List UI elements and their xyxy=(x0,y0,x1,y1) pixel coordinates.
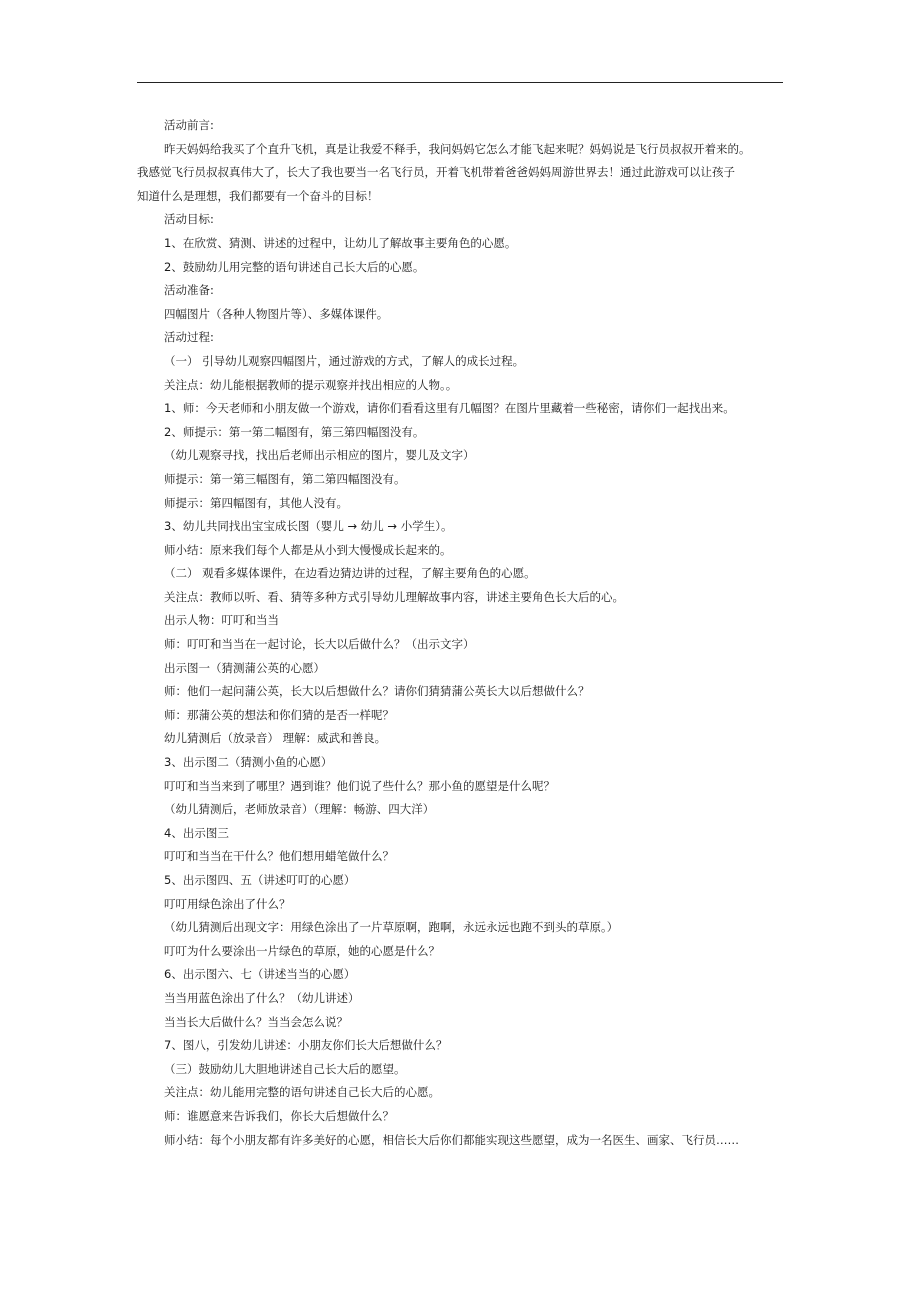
paragraph-line: 知道什么是理想，我们都要有一个奋斗的目标！ xyxy=(137,188,379,203)
header-rule xyxy=(137,82,783,83)
list-item: 1、在欣赏、猜测、讲述的过程中，让幼儿了解故事主要角色的心愿。 xyxy=(164,235,517,250)
list-item: 2、师提示：第一第二幅图有，第三第四幅图没有。 xyxy=(164,424,425,439)
paragraph-line: 师小结：原来我们每个人都是从小到大慢慢成长起来的。 xyxy=(164,542,452,557)
paragraph-line: 师提示：第一第三幅图有，第二第四幅图没有。 xyxy=(164,471,406,486)
document-body xyxy=(137,114,797,1152)
section-heading-preface: 活动前言: xyxy=(164,118,214,132)
list-item: 7、图八，引发幼儿讲述：小朋友你们长大后想做什么？ xyxy=(164,1038,448,1053)
paragraph-line: 出示图一（猜测蒲公英的心愿） xyxy=(164,660,325,675)
paragraph-line: 叮叮和当当在干什么？他们想用蜡笔做什么？ xyxy=(164,849,394,864)
paragraph-line: 当当用蓝色涂出了什么？（幼儿讲述） xyxy=(164,990,360,1005)
paragraph-line: 关注点：幼儿能用完整的语句讲述自己长大后的心愿。 xyxy=(164,1085,440,1100)
paragraph-line: 我感觉飞行员叔叔真伟大了，长大了我也要当一名飞行员，开着飞机带着爸爸妈妈周游世界去！通过此游戏可以让孩子 xyxy=(137,165,735,180)
section-heading-preparation: 活动准备: xyxy=(164,283,214,298)
paragraph-line: 师提示：第四幅图有，其他人没有。 xyxy=(164,495,348,510)
step-heading: （一） 引导幼儿观察四幅图片，通过游戏的方式，了解人的成长过程。 xyxy=(164,353,525,368)
list-item: 4、出示图三 xyxy=(164,825,229,840)
paragraph-line: 四幅图片（各种人物图片等）、多媒体课件。 xyxy=(164,306,389,321)
paragraph-line: 师：他们一起问蒲公英，长大以后想做什么？请你们猜猜蒲公英长大以后想做什么？ xyxy=(164,684,590,699)
paragraph-line: 叮叮和当当来到了哪里？遇到谁？他们说了些什么？那小鱼的愿望是什么呢？ xyxy=(164,778,555,793)
paragraph-line: （幼儿猜测后出现文字：用绿色涂出了一片草原啊，跑啊，永远永远也跑不到头的草原。） xyxy=(164,920,619,935)
paragraph-line: （幼儿观察寻找，找出后老师出示相应的图片，婴儿及文字） xyxy=(164,448,475,463)
step-heading: （三）鼓励幼儿大胆地讲述自己长大后的愿望。 xyxy=(164,1061,406,1076)
step-heading: （二） 观看多媒体课件，在边看边猜边讲的过程，了解主要角色的心愿。 xyxy=(164,566,536,581)
list-item: 3、幼儿共同找出宝宝成长图（婴儿 → 幼儿 → 小学生）。 xyxy=(164,519,453,534)
paragraph-line: 叮叮为什么要涂出一片绿色的草原，她的心愿是什么？ xyxy=(164,943,440,958)
paragraph-line: 师：叮叮和当当在一起讨论，长大以后做什么？（出示文字） xyxy=(164,637,475,652)
paragraph-line: 叮叮用绿色涂出了什么？ xyxy=(164,896,291,911)
paragraph-line: 当当长大后做什么？当当会怎么说？ xyxy=(164,1014,348,1029)
list-item: 3、出示图二（猜测小鱼的心愿） xyxy=(164,755,333,770)
section-heading-goals: 活动目标: xyxy=(164,212,214,227)
paragraph-line: 关注点：幼儿能根据教师的提示观察并找出相应的人物。。 xyxy=(164,377,458,392)
paragraph-line: 师小结：每个小朋友都有许多美好的心愿，相信长大后你们都能实现这些愿望，成为一名医生、画家、飞行员…… xyxy=(164,1132,739,1147)
paragraph-line: 幼儿猜测后（放录音） 理解：威武和善良。 xyxy=(164,731,387,746)
list-item: 1、师：今天老师和小朋友做一个游戏，请你们看看这里有几幅图？在图片里藏着一些秘密，请你们一起找出来。 xyxy=(164,401,735,416)
paragraph-line: 关注点：教师以听、看、猜等多种方式引导幼儿理解故事内容，讲述主要角色长大后的心。 xyxy=(164,589,624,604)
list-item: 5、出示图四、五（讲述叮叮的心愿） xyxy=(164,873,356,887)
paragraph-line: （幼儿猜测后，老师放录音）（理解：畅游、四大洋） xyxy=(164,802,435,817)
paragraph-line: 出示人物：叮叮和当当 xyxy=(164,613,279,628)
list-item: 6、出示图六、七（讲述当当的心愿） xyxy=(164,967,356,982)
section-heading-process: 活动过程: xyxy=(164,330,214,345)
list-item: 2、鼓励幼儿用完整的语句讲述自己长大后的心愿。 xyxy=(164,259,425,274)
paragraph-line: 昨天妈妈给我买了个直升飞机，真是让我爱不释手，我问妈妈它怎么才能飞起来呢？妈妈说是飞行员叔叔开着来的。 xyxy=(164,141,751,156)
paragraph-line: 师：那蒲公英的想法和你们猜的是否一样呢？ xyxy=(164,707,394,722)
paragraph-line: 师：谁愿意来告诉我们，你长大后想做什么？ xyxy=(164,1108,394,1123)
